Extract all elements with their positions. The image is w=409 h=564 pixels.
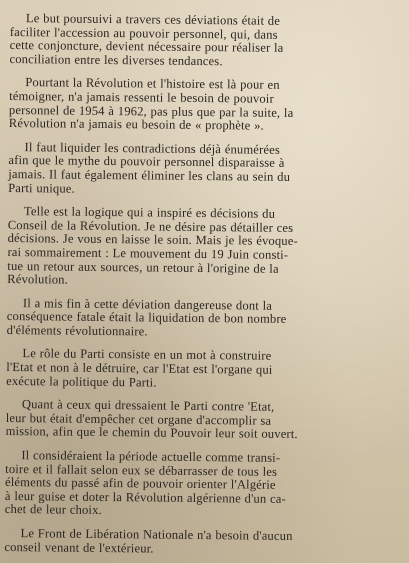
document-page [4,12,392,564]
text-line: tue un retour aux sources, un retour à l'origine de la [7,258,279,276]
text-line: personnel de 1954 à 1962, pas plus que par la suite, la [8,102,294,120]
text-line: éléments du passé afin de pouvoir orienter l'Algérie [5,475,276,493]
text-line: Telle est la logique qui a inspiré es décisions du [23,204,276,221]
text-line: rai sommairement : Le mouvement du 19 Juin consti- [7,244,289,262]
paragraph [7,297,389,342]
text-line: leur but était d'empêcher cet organe d'accomplir sa [5,410,272,428]
text-line: exécute la politique du Parti. [6,373,157,390]
text-line: Il faut liquider les contradictions déjà énumérées [24,139,281,157]
text-line: afin que le mythe du pouvoir personnel disparaisse à [8,153,285,171]
text-line: d'éléments révolutionnaire. [6,322,148,339]
text-line: conseil venant de l'extérieur. [4,539,154,556]
text-line: à leur guise et doter la Révolution algérienne d'un ca- [4,488,286,506]
text-line: Le rôle du Parti consiste en un mot à construire [22,346,272,364]
text-line: l'Etat et non à le détruire, car l'Etat est l'organe qui [6,360,273,377]
text-line: Le but poursuivi a travers ces déviations était de [25,11,281,28]
text-line: Il considéraient la période actuelle comme transi- [21,448,281,465]
paragraph [8,141,391,199]
text-line: toire et il fallait selon eux se débarrasser de tous les [5,461,278,479]
text-line: chet de leur choix. [4,502,102,518]
text-line: Révolution. [7,272,69,287]
text-line: Le Front de Libération Nationale n'a besoin d'aucun [20,526,293,543]
text-line: conséquence fatale était la liquidation de bon nombre [6,309,287,327]
text-line: Pourtant la Révolution et l'histoire est là pour en [25,75,280,93]
text-line: Conseil de la Révolution. Je ne désire pas détailler ces [7,217,294,235]
paragraph [5,449,388,521]
paragraph [6,347,388,392]
text-line: mission, afin que le chemin du Pouvoir leur soit ouvert. [5,424,298,442]
text-line: Il a mis fin à cette déviation dangereuse dont la [22,295,273,313]
text-line: cette conjoncture, devient nécessaire pour réaliser la [9,38,284,56]
text-line: témoigner, n'a jamais ressenti le besoin de pouvoir [9,88,274,106]
text-line: faciliter l'accession au pouvoir personnel, qui, dans [9,24,278,42]
text-line: décisions. Je vous en laisse le soin. Mais je les évoque- [7,231,298,249]
text-line: jamais. Il faut également éliminer les clans au sein du [8,166,291,184]
text-line: Quant à ceux qui dressaient le Parti contre 'Etat, [21,397,275,415]
paragraph [6,398,388,443]
paragraph [9,76,392,134]
text-line: conciliation entre les diverses tendances. [9,51,223,69]
paragraph [7,205,390,291]
text-line: Parti unique. [8,180,75,196]
paragraph [4,527,386,558]
text-line: Révolution n'a jamais eu besoin de « prophète ». [8,116,264,133]
paragraph [9,12,392,70]
